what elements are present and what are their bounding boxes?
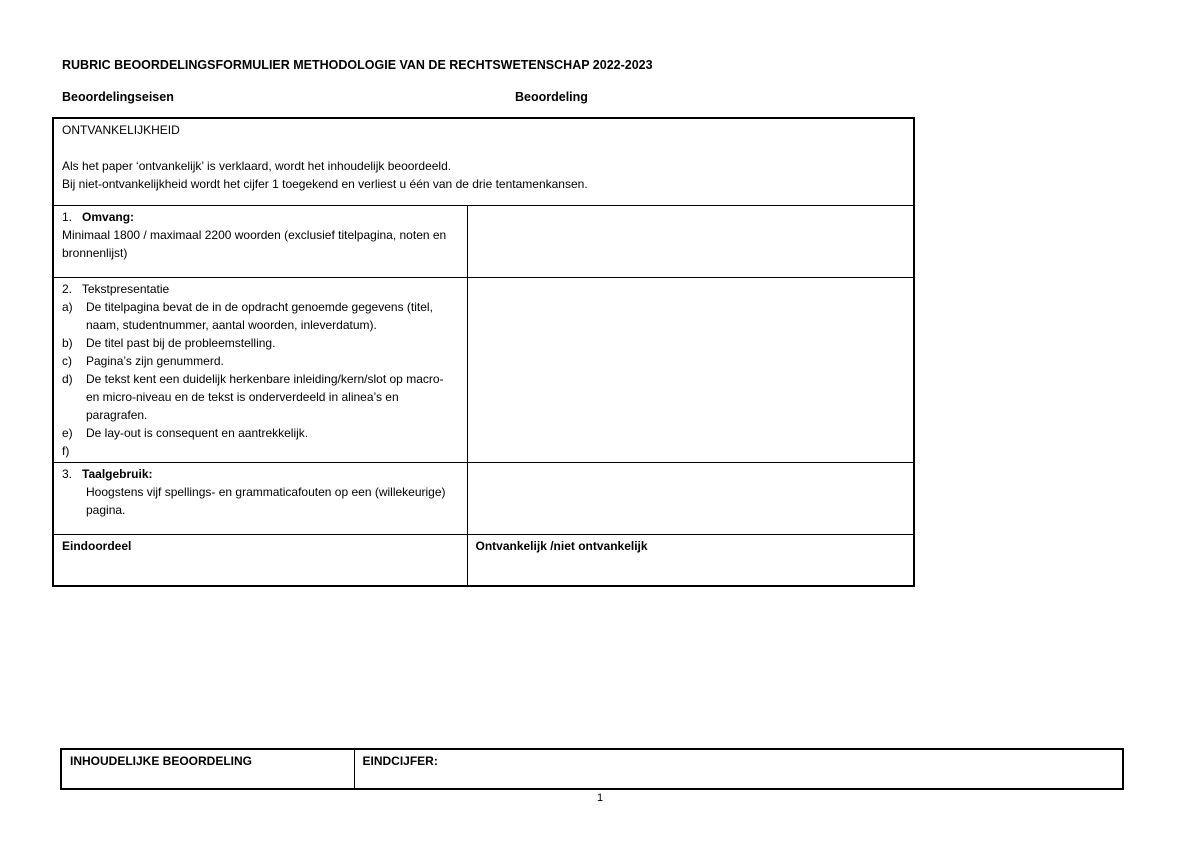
list-item <box>62 370 459 424</box>
ontvankelijkheid-line-1: Als het paper ‘ontvankelijk’ is verklaard, wordt het inhoudelijk beoordeeld. <box>62 159 452 173</box>
list-item-label: e) <box>62 425 73 440</box>
list-item-text: De lay-out is consequent en aantrekkelijk. <box>86 425 309 440</box>
omvang-assessment-cell[interactable] <box>467 205 914 277</box>
ontvankelijkheid-cell <box>53 118 914 205</box>
list-item-label: a) <box>62 299 73 314</box>
eindcijfer-cell[interactable]: EINDCIJFER: <box>354 749 1123 789</box>
list-item-label: f) <box>62 443 70 458</box>
taalgebruik-text: Hoogstens vijf spellings- en grammaticafouten op een (willekeurige) pagina. <box>86 484 446 517</box>
document-title: RUBRIC BEOORDELINGSFORMULIER METHODOLOGIE VAN DE RECHTSWETENSCHAP 2022-2023 <box>62 58 653 72</box>
page-number: 1 <box>596 792 604 804</box>
final-grade-table <box>60 748 1124 790</box>
omvang-title-line <box>62 208 459 226</box>
list-item <box>62 298 459 334</box>
taalgebruik-title: Taalgebruik: <box>82 466 153 481</box>
ontvankelijkheid-line-2: Bij niet-ontvankelijkheid wordt het cijfer 1 toegekend en verliest u één van de drie tentamenkansen. <box>62 177 588 191</box>
list-item-text: De tekst kent een duidelijk herkenbare inleiding/kern/slot op macro- en micro-niveau en de tekst is onderverdeeld in alinea’s en paragrafen. <box>86 371 444 422</box>
list-item-text: De titel past bij de probleemstelling. <box>86 335 276 350</box>
omvang-text: Minimaal 1800 / maximaal 2200 woorden (exclusief titelpagina, noten en bronnenlijst) <box>62 227 447 260</box>
list-item-label: b) <box>62 335 73 350</box>
tekstpresentatie-assessment-cell[interactable] <box>467 277 914 462</box>
list-item <box>62 424 459 442</box>
omvang-number: 1. <box>62 209 73 224</box>
taalgebruik-assessment-cell[interactable] <box>467 462 914 534</box>
tekstpresentatie-criterion-cell <box>53 277 467 462</box>
row-omvang <box>53 205 914 277</box>
tekstpresentatie-title-line <box>62 280 459 298</box>
row-taalgebruik <box>53 462 914 534</box>
list-item-label: d) <box>62 371 73 386</box>
list-item-text: De titelpagina bevat de in de opdracht genoemde gegevens (titel, naam, studentnummer, aantal woorden, inleverdatum). <box>86 299 433 332</box>
inhoudelijke-beoordeling-cell[interactable]: INHOUDELIJKE BEOORDELING <box>61 749 354 789</box>
tekstpresentatie-title: Tekstpresentatie <box>81 281 170 296</box>
omvang-title: Omvang: <box>82 209 135 224</box>
list-item-text: Pagina’s zijn genummerd. <box>86 353 224 368</box>
taalgebruik-number: 3. <box>62 466 73 481</box>
eindoordeel-value[interactable]: Ontvankelijk /niet ontvankelijk <box>467 534 914 586</box>
list-item <box>62 352 459 370</box>
tekstpresentatie-number: 2. <box>62 281 73 296</box>
list-item <box>62 334 459 352</box>
list-item <box>62 442 459 460</box>
row-ontvankelijkheid <box>53 118 914 205</box>
ontvankelijkheid-heading: ONTVANKELIJKHEID <box>62 123 180 137</box>
row-tekstpresentatie <box>53 277 914 462</box>
taalgebruik-title-line <box>62 465 459 483</box>
rubric-table <box>52 117 915 587</box>
omvang-criterion-cell <box>53 205 467 277</box>
eindoordeel-label: Eindoordeel <box>53 534 467 586</box>
taalgebruik-criterion-cell <box>53 462 467 534</box>
row-eindoordeel <box>53 534 914 586</box>
column-heading-requirements: Beoordelingseisen <box>62 90 174 104</box>
list-item-label: c) <box>62 353 72 368</box>
column-heading-assessment: Beoordeling <box>515 90 588 104</box>
